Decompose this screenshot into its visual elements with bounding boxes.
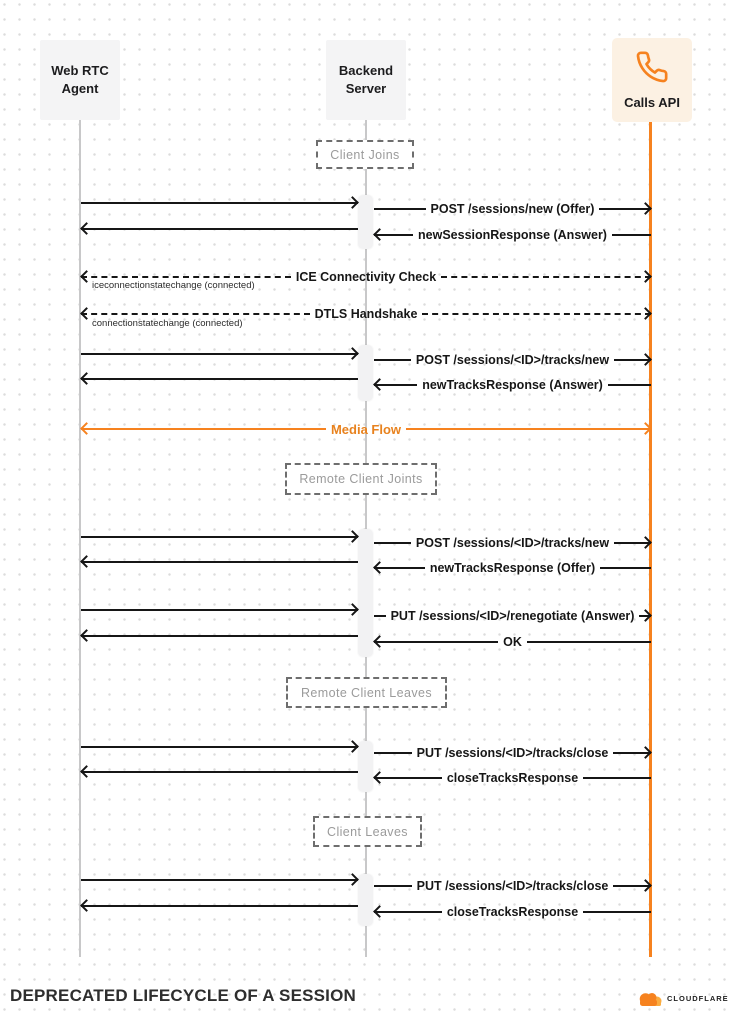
arrow-agent-to-backend	[81, 870, 358, 890]
message-label: Media Flow	[330, 421, 402, 437]
actor-backend-server-label: Backend Server	[338, 63, 394, 96]
arrow-backend-to-agent	[81, 762, 358, 782]
message-label: newTracksResponse (Answer)	[422, 378, 603, 392]
cloudflare-cloud-icon	[637, 990, 664, 1007]
activation-bar	[358, 345, 373, 401]
actor-web-rtc-agent	[40, 40, 120, 120]
message-put-tracks-close	[374, 743, 651, 763]
message-label: OK	[503, 635, 522, 649]
arrow-agent-to-backend	[81, 193, 358, 213]
activation-bar	[358, 741, 373, 792]
message-close-tracks-response	[374, 768, 651, 788]
arrow-agent-to-backend	[81, 344, 358, 364]
phase-label: Remote Client Leaves	[301, 685, 432, 700]
message-label: newTracksResponse (Offer)	[429, 561, 596, 575]
arrow-backend-to-agent	[81, 219, 358, 239]
message-post-tracks-new-2	[374, 533, 651, 553]
message-label: PUT /sessions/<ID>/tracks/close	[416, 746, 609, 760]
message-media-flow	[81, 419, 651, 439]
cloudflare-wordmark: CLOUDFLARE	[667, 994, 729, 1003]
arrow-backend-to-agent	[81, 626, 358, 646]
actor-calls-api-label: Calls API	[624, 95, 680, 111]
actor-backend-server	[326, 40, 406, 120]
message-label: POST /sessions/<ID>/tracks/new	[415, 353, 610, 367]
event-iceconnectionstatechange: iceconnectionstatechange (connected)	[92, 280, 255, 291]
message-post-sessions-new	[374, 199, 651, 219]
actor-calls-api	[612, 38, 692, 122]
message-label: newSessionResponse (Answer)	[418, 228, 607, 242]
phase-label: Remote Client Joints	[299, 472, 423, 486]
message-label: POST /sessions/<ID>/tracks/new	[415, 536, 610, 550]
message-ok	[374, 632, 651, 652]
message-label: DTLS Handshake	[314, 307, 418, 321]
activation-bar	[358, 874, 373, 926]
cloudflare-logo	[637, 990, 729, 1007]
message-label: POST /sessions/new (Offer)	[430, 202, 595, 216]
activation-bar	[358, 529, 373, 657]
message-new-tracks-response-answer	[374, 375, 651, 395]
phase-label: Client Joins	[330, 147, 400, 162]
message-new-session-response	[374, 225, 651, 245]
diagram-title: DEPRECATED LIFECYCLE OF A SESSION	[10, 986, 357, 1005]
message-label: PUT /sessions/<ID>/tracks/close	[416, 879, 609, 893]
message-label: closeTracksResponse	[446, 771, 579, 785]
activation-bar	[358, 195, 373, 249]
arrow-backend-to-agent	[81, 369, 358, 389]
arrow-backend-to-agent	[81, 896, 358, 916]
arrow-agent-to-backend	[81, 600, 358, 620]
arrow-agent-to-backend	[81, 737, 358, 757]
phase-client-leaves	[313, 816, 422, 847]
message-put-renegotiate	[374, 606, 651, 626]
message-new-tracks-response-offer	[374, 558, 651, 578]
phone-icon	[633, 48, 671, 86]
event-connectionstatechange: connectionstatechange (connected)	[92, 318, 243, 329]
message-post-tracks-new	[374, 350, 651, 370]
message-label: closeTracksResponse	[446, 905, 579, 919]
message-label: PUT /sessions/<ID>/renegotiate (Answer)	[390, 609, 635, 623]
message-label: ICE Connectivity Check	[295, 270, 437, 284]
message-put-tracks-close-2	[374, 876, 651, 896]
message-close-tracks-response-2	[374, 902, 651, 922]
phase-remote-client-joints	[285, 463, 437, 495]
arrow-backend-to-agent	[81, 552, 358, 572]
phase-client-joins	[316, 140, 414, 169]
arrow-agent-to-backend	[81, 527, 358, 547]
phase-remote-client-leaves	[286, 677, 447, 708]
phase-label: Client Leaves	[327, 824, 408, 839]
actor-web-rtc-agent-label: Web RTC Agent	[51, 63, 109, 96]
